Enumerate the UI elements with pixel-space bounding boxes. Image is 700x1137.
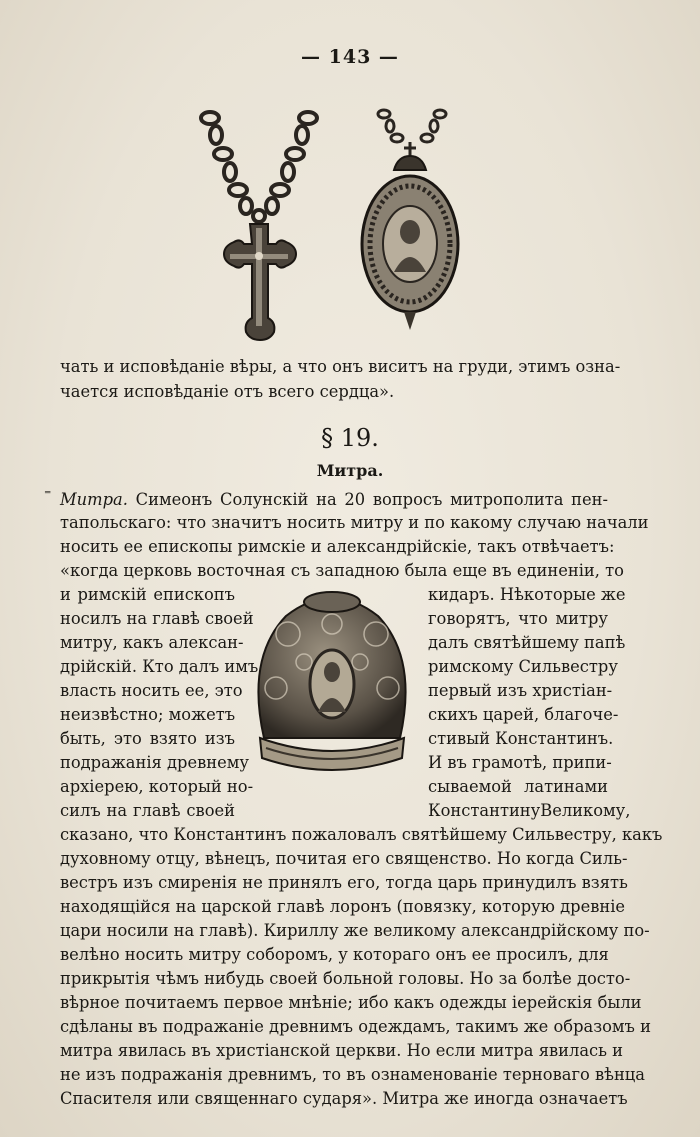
text-line: сказано, что Константинъ пожаловалъ святѣйшему Сильвестру, какъ bbox=[60, 825, 663, 844]
text-line: чается исповѣданіе отъ всего сердца». bbox=[60, 382, 395, 401]
mitre-illustration bbox=[246, 588, 418, 774]
text-line: находящійся на царской главѣ лоронъ (повязку, которую древніе bbox=[60, 897, 626, 916]
text-line: вестръ изъ смиренія не принялъ его, тогда царь принудилъ взять bbox=[60, 873, 628, 892]
section-number: § 19. bbox=[321, 424, 379, 452]
text-line: подражанія древнему bbox=[60, 753, 249, 772]
text-line: архіерею, который но- bbox=[60, 777, 254, 796]
text-line: тапольскаго: что значитъ носить митру и по какому случаю начали bbox=[60, 513, 649, 532]
text-line: стивый Константинъ. bbox=[428, 729, 614, 748]
margin-mark: ⁼ bbox=[44, 487, 52, 503]
lead-word: Митра. bbox=[60, 490, 128, 509]
text-line: велѣно носить митру соборомъ, у котораго онъ ее просилъ, для bbox=[60, 945, 609, 964]
text-line: сдѣланы въ подражаніе древнимъ одеждамъ, такимъ же образомъ и bbox=[60, 1017, 651, 1036]
text-line: неизвѣстно; можетъ bbox=[60, 705, 236, 724]
text-line: духовному отцу, вѣнецъ, почитая его священство. Но когда Силь- bbox=[60, 849, 628, 868]
text-line-rest: Симеонъ Солунскій на 20 вопросъ митрополита пен- bbox=[127, 490, 608, 509]
pectoral-cross-illustration bbox=[190, 100, 330, 342]
text-line: чать и исповѣданіе вѣры, а что онъ виситъ на груди, этимъ озна- bbox=[60, 357, 621, 376]
text-line: римскому Сильвестру bbox=[428, 657, 618, 676]
text-line: И въ грамотѣ, припи- bbox=[428, 753, 612, 772]
text-line: власть носить ее, это bbox=[60, 681, 243, 700]
text-line: митру, какъ алексан- bbox=[60, 633, 244, 652]
text-line: сываемой латинами bbox=[428, 777, 608, 796]
section-heading: Митра. bbox=[316, 461, 384, 480]
text-line: не изъ подражанія древнимъ, то въ ознаменованіе терноваго вѣнца bbox=[60, 1065, 645, 1084]
text-line: цари носили на главѣ). Кириллу же великому александрійскому по- bbox=[60, 921, 650, 940]
text-line: и римскій епископъ bbox=[60, 585, 235, 604]
text-line: первый изъ христіан- bbox=[428, 681, 613, 700]
text-line: митра явилась въ христіанской церкви. Но если митра явилась и bbox=[60, 1041, 624, 1060]
panagia-medallion-illustration bbox=[360, 104, 460, 340]
text-line: говорятъ, что митру bbox=[428, 609, 608, 628]
text-line: Спасителя или священнаго сударя». Митра же иногда означаетъ bbox=[60, 1089, 628, 1108]
text-line: КонстантинуВеликому, bbox=[428, 801, 631, 820]
text-line: кидаръ. Нѣкоторые же bbox=[428, 585, 626, 604]
text-line: далъ святѣйшему папѣ bbox=[428, 633, 626, 652]
text-line: носилъ на главѣ своей bbox=[60, 609, 254, 628]
text-line: скихъ царей, благоче- bbox=[428, 705, 619, 724]
text-line: силъ на главѣ своей bbox=[60, 801, 235, 820]
text-line: вѣрное почитаемъ первое мнѣніе; ибо какъ одежды іерейскія были bbox=[60, 993, 642, 1012]
page-number: — 143 — bbox=[301, 46, 399, 68]
text-line: дрійскій. Кто далъ имъ bbox=[60, 657, 259, 676]
text-line bbox=[60, 490, 608, 509]
text-line: носить ее епископы римскіе и александрійскіе, такъ отвѣчаетъ: bbox=[60, 537, 615, 556]
text-line: прикрытія чѣмъ нибудь своей больной головы. Но за болѣе досто- bbox=[60, 969, 631, 988]
text-line: «когда церковь восточная съ западною была еще въ единеніи, то bbox=[60, 561, 624, 580]
text-line: быть, это взято изъ bbox=[60, 729, 235, 748]
